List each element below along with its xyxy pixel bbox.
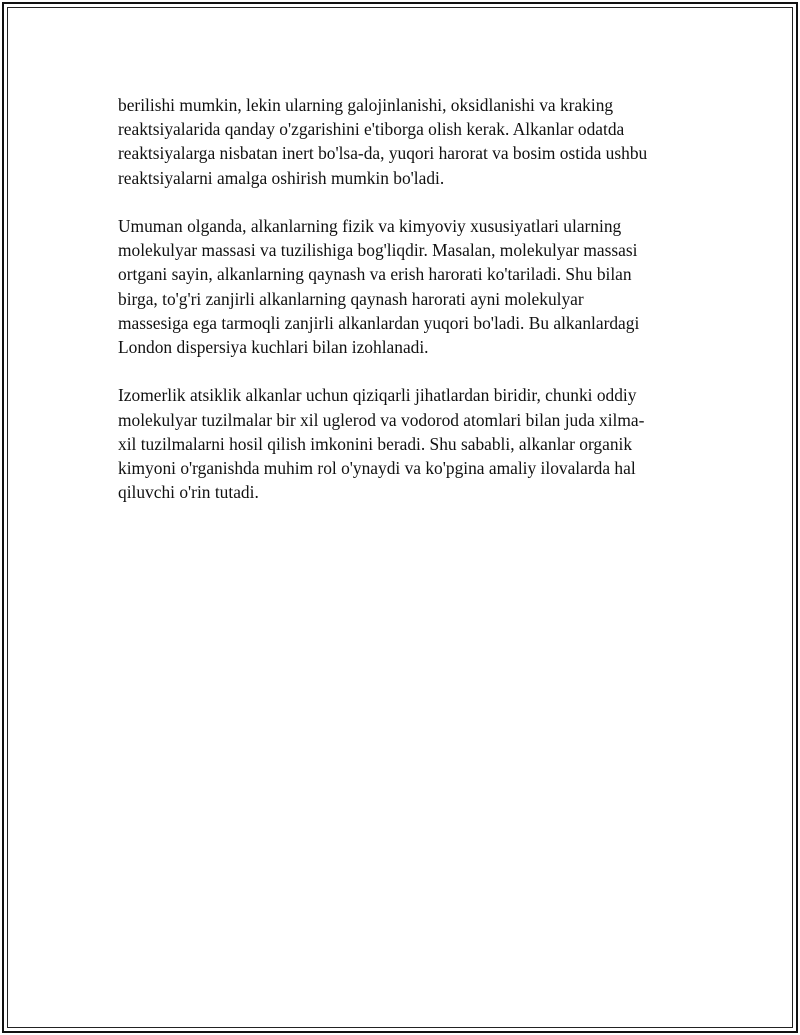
text-line: reaktsiyalarni amalga oshirish mumkin bo'ladi. (118, 167, 445, 188)
text-line: qiluvchi o'rin tutadi. (118, 482, 259, 503)
text-line: massesiga ega tarmoqli zanjirli alkanlardan yuqori bo'ladi. Bu alkanlardagi (118, 312, 640, 333)
text-line: ortgani sayin, alkanlarning qaynash va erish harorati ko'tariladi. Shu bilan (118, 264, 632, 285)
text-line: molekulyar massasi va tuzilishiga bog'liqdir. Masalan, molekulyar massasi (118, 240, 638, 261)
text-line: reaktsiyalarida qanday o'zgarishini e'tiborga olish kerak. Alkanlar odatda (118, 119, 625, 140)
paragraph-reactions (118, 93, 688, 190)
document-body (118, 93, 688, 529)
text-line: London dispersiya kuchlari bilan izohlanadi. (118, 337, 429, 358)
text-line: birga, to'g'ri zanjirli alkanlarning qaynash harorati ayni molekulyar (118, 288, 584, 309)
text-line: xil tuzilmalarni hosil qilish imkonini beradi. Shu sababli, alkanlar organik (118, 433, 633, 454)
text-line: Umuman olganda, alkanlarning fizik va kimyoviy xususiyatlari ularning (118, 216, 622, 236)
text-line: Izomerlik atsiklik alkanlar uchun qiziqarli jihatlardan biridir, chunki oddiy (118, 385, 637, 406)
paragraph-properties (118, 214, 688, 359)
paragraph-isomerism (118, 383, 688, 504)
text-line: reaktsiyalarga nisbatan inert bo'lsa-da, yuqori harorat va bosim ostida ushbu (118, 143, 648, 164)
text-line: berilishi mumkin, lekin ularning galojinlanishi, oksidlanishi va kraking (118, 95, 614, 115)
text-line: kimyoni o'rganishda muhim rol o'ynaydi va ko'pgina amaliy ilovalarda hal (118, 458, 636, 479)
text-line: molekulyar tuzilmalar bir xil uglerod va vodorod atomlari bilan juda xilma- (118, 409, 645, 430)
